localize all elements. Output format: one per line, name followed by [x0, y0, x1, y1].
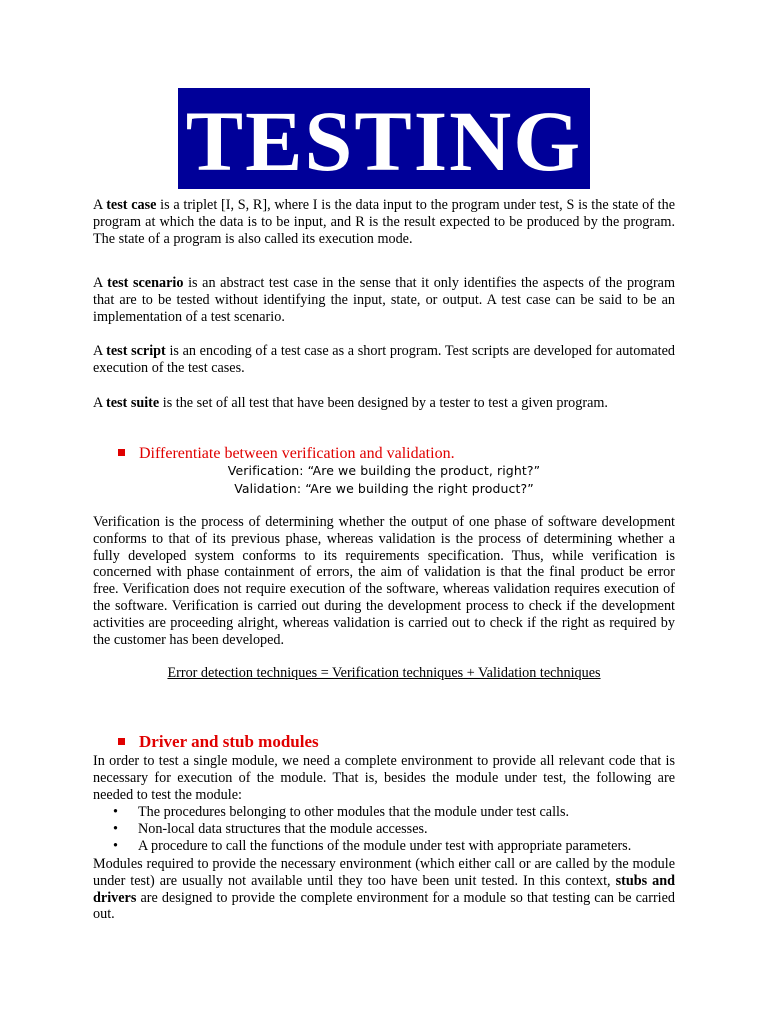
- term-test-case: test case: [106, 197, 157, 213]
- section-heading-driver-stub: Driver and stub modules: [118, 733, 319, 751]
- definition-test-script: A test script is an encoding of a test case as a short program. Test scripts are developed for automated execution of the test cases.: [93, 343, 675, 376]
- term-stubs-drivers: stubs and drivers: [93, 872, 675, 906]
- section-heading-verification: Differentiate between verification and validation.: [118, 445, 455, 463]
- requirements-list: [93, 804, 675, 855]
- definition-test-scenario: A test scenario is an abstract test case in the sense that it only identifies the aspects of the program that are to be tested without identifying the input, state, or output. A test case can be said to be an implementation of a test scenario.: [93, 275, 676, 325]
- term-test-scenario: test scenario: [107, 275, 184, 291]
- driver-stub-outro: Modules required to provide the necessary environment (which either call or are called by the module under test) are usually not available until they too have been unit tested. In this context, stubs and drivers are designed to provide the complete environment for a module so that testing can be carried out.: [93, 856, 675, 923]
- bullet-icon: •: [113, 804, 118, 820]
- title-banner: [178, 88, 590, 189]
- verification-body: Verification is the process of determining whether the output of one phase of software development conforms to that of its previous phase, whereas validation is the process of determining whether a fully developed system conforms to its requirements specification. Thus, while verification is concerned with phase containment of errors, the aim of validation is that the final product be error free. Verification does not require execution of the software, whereas validation requires execution of the software. Verification is carried out during the development process to check if the development activities are proceeding alright, whereas validation is carried out to check if the right as required by the customer has been developed.: [93, 514, 675, 648]
- error-detection-formula: Error detection techniques = Verification techniques + Validation techniques: [167, 665, 601, 681]
- definition-test-case: A test case is a triplet [I, S, R], where I is the data input to the program under test, S is the state of the program at which the data is to be input, and R is the result expected to be produced by the program. The state of a program is also called its execution mode.: [93, 197, 675, 247]
- list-item: • A procedure to call the functions of the module under test with appropriate parameters.: [93, 838, 675, 855]
- definition-test-suite: A test suite is the set of all test that have been designed by a tester to test a given program.: [93, 395, 608, 411]
- validation-quote: Validation: “Are we building the right product?”: [234, 481, 534, 496]
- term-test-script: test script: [106, 343, 166, 359]
- verification-quote: Verification: “Are we building the product, right?”: [227, 463, 541, 478]
- bullet-icon: •: [113, 838, 118, 854]
- list-item: • The procedures belonging to other modules that the module under test calls.: [93, 804, 675, 821]
- term-test-suite: test suite: [106, 395, 160, 411]
- driver-stub-intro: In order to test a single module, we need a complete environment to provide all relevant code that is necessary for execution of the module. That is, besides the module under test, the following are needed to test the module:: [93, 753, 675, 803]
- bullet-icon: •: [113, 821, 118, 837]
- list-item: • Non-local data structures that the module accesses.: [93, 821, 675, 838]
- square-bullet-icon: [118, 449, 125, 456]
- square-bullet-icon: [118, 738, 125, 745]
- page-title: TESTING: [185, 92, 583, 189]
